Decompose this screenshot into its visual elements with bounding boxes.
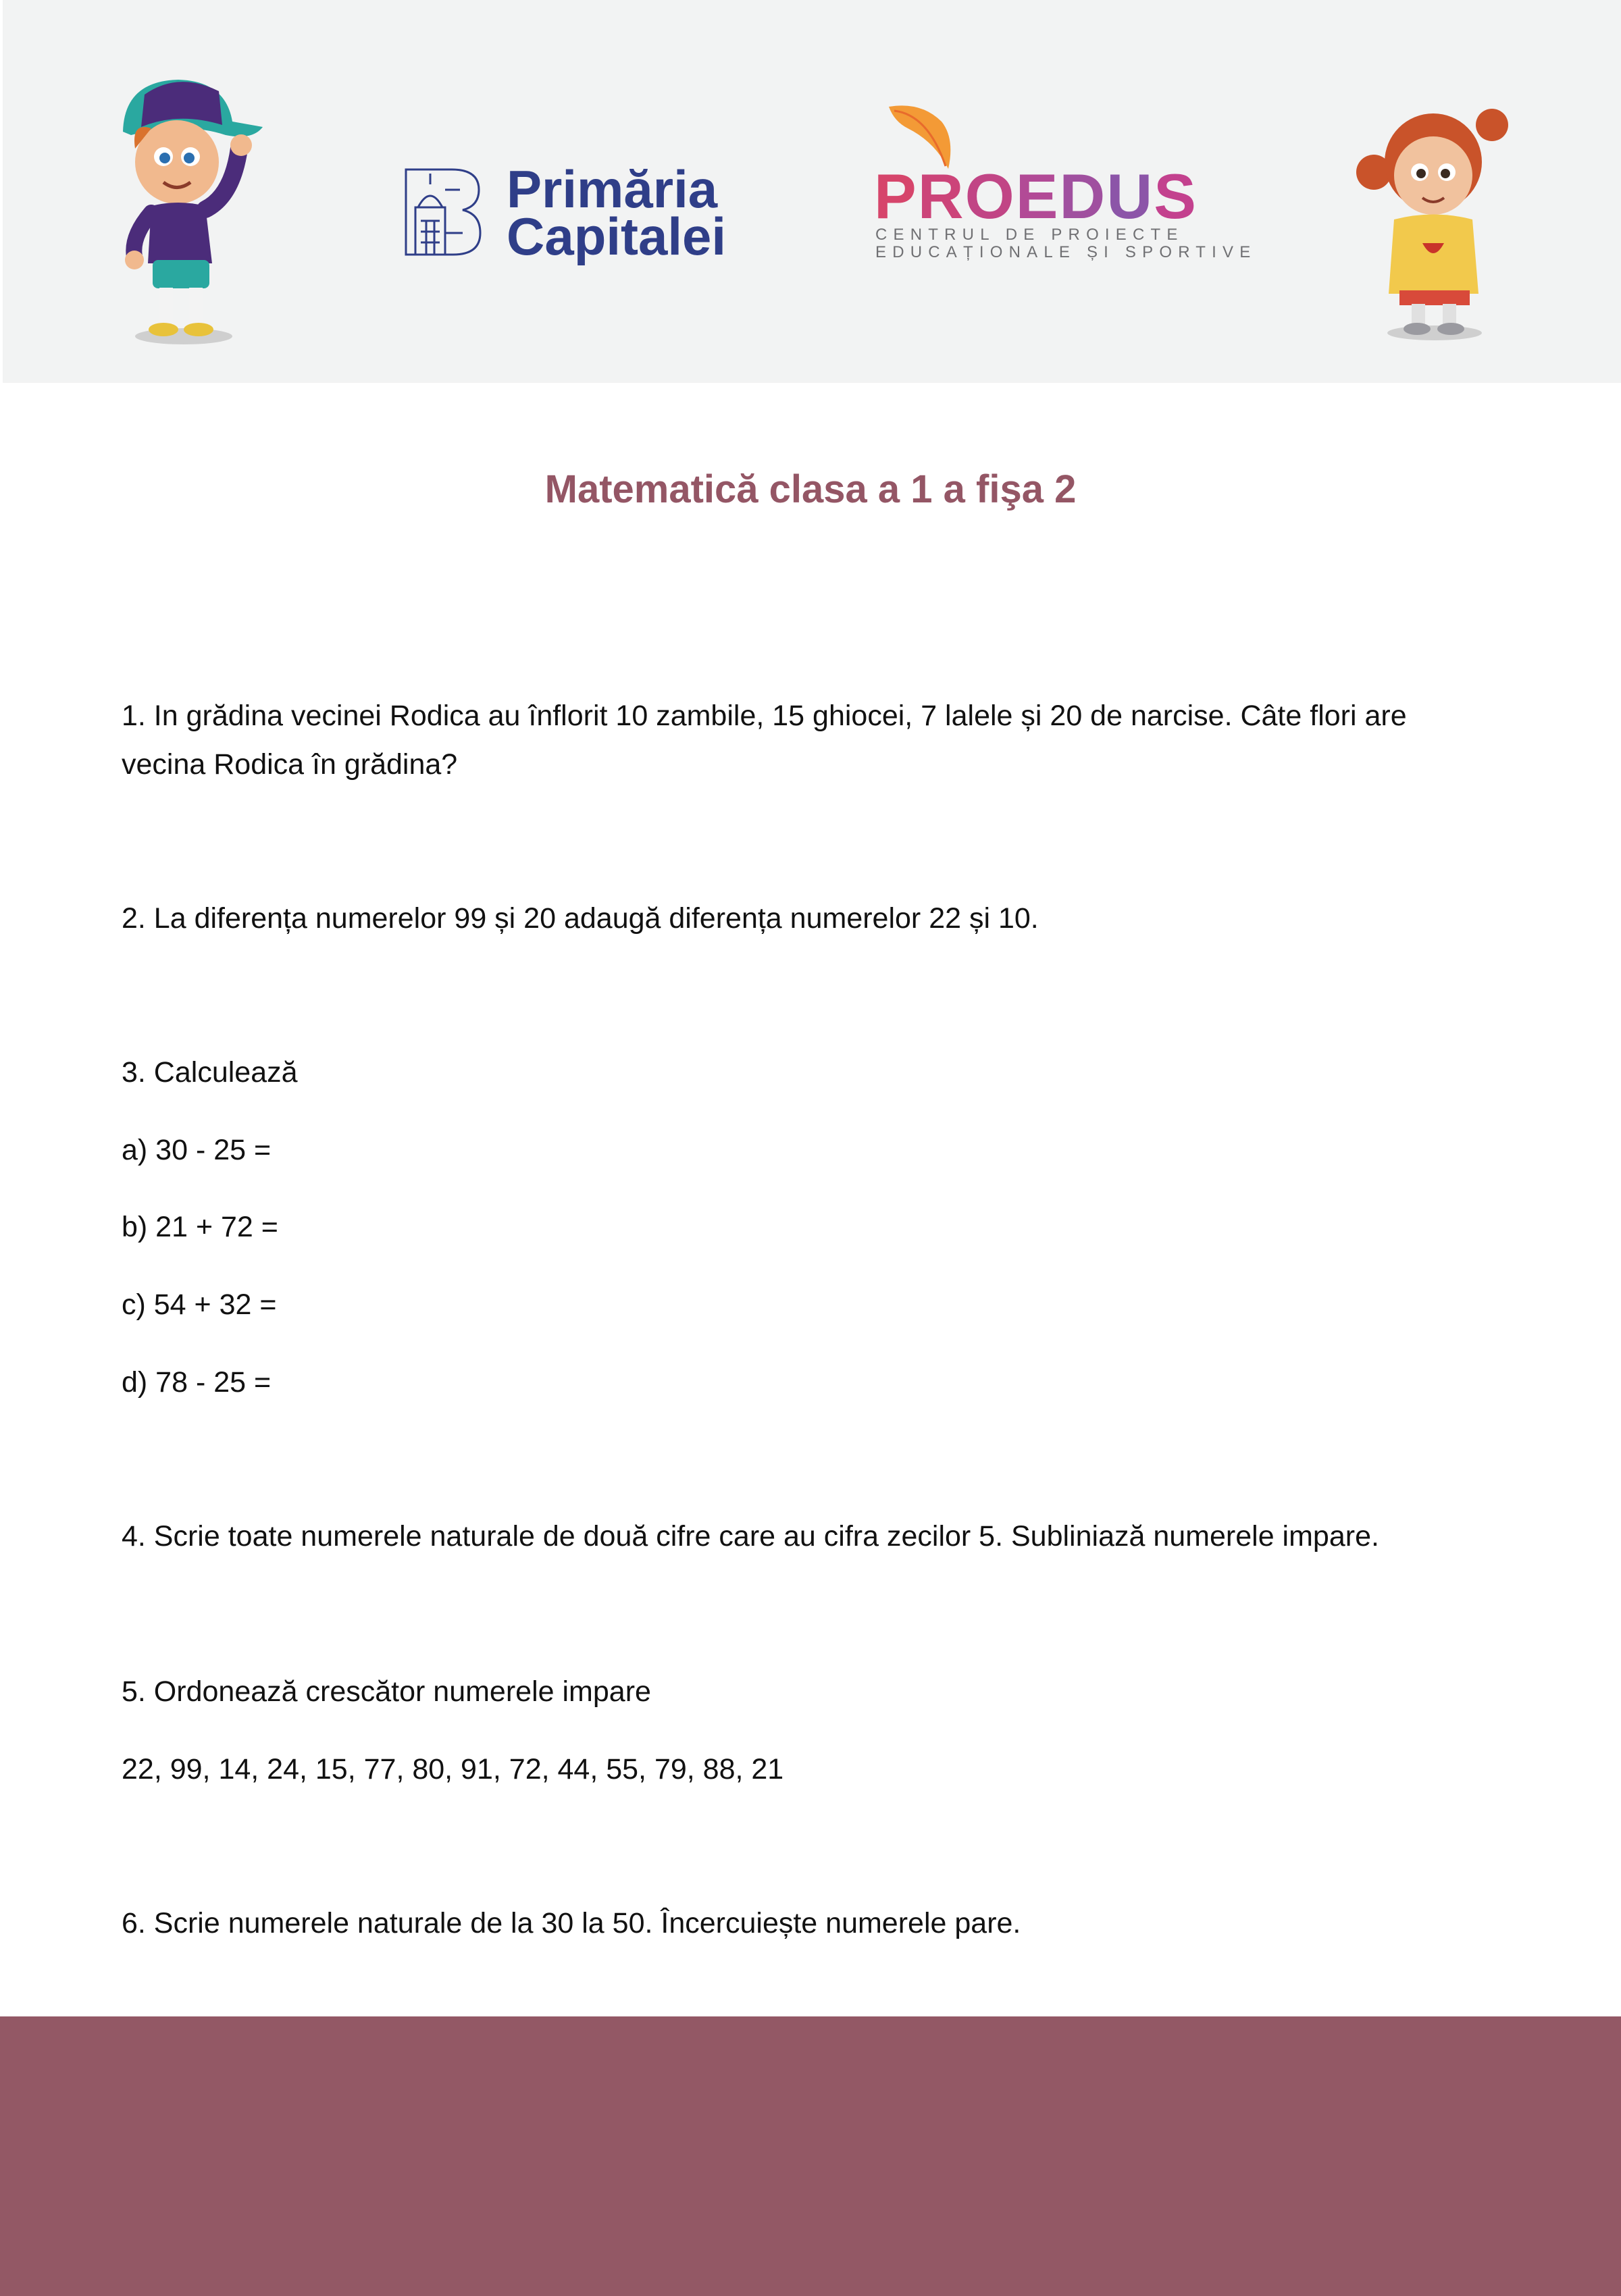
boy-mascot-icon [104, 68, 266, 351]
proedus-letter: D [1059, 161, 1107, 232]
exercise-3-item-c: c) 54 + 32 = [122, 1288, 277, 1321]
proedus-subtitle-line1: CENTRUL DE PROIECTE [875, 226, 1184, 244]
exercise-3-item-b: b) 21 + 72 = [122, 1211, 278, 1243]
footer-band [0, 2016, 1621, 2296]
header-banner [0, 0, 1621, 383]
proedus-letter: S [1154, 161, 1198, 232]
exercise-1-line2: vecina Rodica în grădina? [122, 748, 458, 781]
page-title: Matematică clasa a 1 a fişa 2 [544, 467, 1077, 511]
proedus-letter: O [964, 161, 1016, 232]
proedus-letter: E [1015, 161, 1060, 232]
exercise-3-heading: 3. Calculează [122, 1056, 298, 1089]
exercise-3-item-d: d) 78 - 25 = [122, 1366, 272, 1399]
proedus-wordmark [874, 161, 1198, 232]
proedus-subtitle-line2: EDUCAȚIONALE ȘI SPORTIVE [875, 243, 1257, 261]
proedus-letter: R [917, 161, 965, 232]
proedus-letter: U [1106, 161, 1154, 232]
exercise-3-item-a: a) 30 - 25 = [122, 1134, 272, 1166]
primaria-capitalei-logo [403, 159, 741, 266]
girl-mascot-icon [1347, 98, 1509, 348]
exercise-6: 6. Scrie numerele naturale de la 30 la 50. Încercuiește numerele pare. [122, 1907, 1021, 1939]
exercise-2: 2. La diferența numerelor 99 și 20 adaugă diferența numerelor 22 și 10. [122, 902, 1039, 935]
exercise-1-line1: 1. In grădina vecinei Rodica au înflorit 10 zambile, 15 ghiocei, 7 lalele și 20 de narcise. Câte flori are [122, 700, 1407, 732]
exercise-4: 4. Scrie toate numerele naturale de două cifre care au cifra zecilor 5. Subliniază numerele impare. [122, 1520, 1379, 1553]
proedus-logo [873, 101, 1257, 263]
exercise-5: 5. Ordonează crescător numerele impare [122, 1675, 651, 1708]
proedus-letter: P [874, 161, 918, 232]
primaria-logo-line2: Capitalei [507, 207, 727, 266]
primaria-building-b-icon [403, 164, 483, 259]
primaria-logo-line1: Primăria [507, 159, 718, 219]
exercise-5-numbers: 22, 99, 14, 24, 15, 77, 80, 91, 72, 44, 55, 79, 88, 21 [122, 1753, 784, 1785]
